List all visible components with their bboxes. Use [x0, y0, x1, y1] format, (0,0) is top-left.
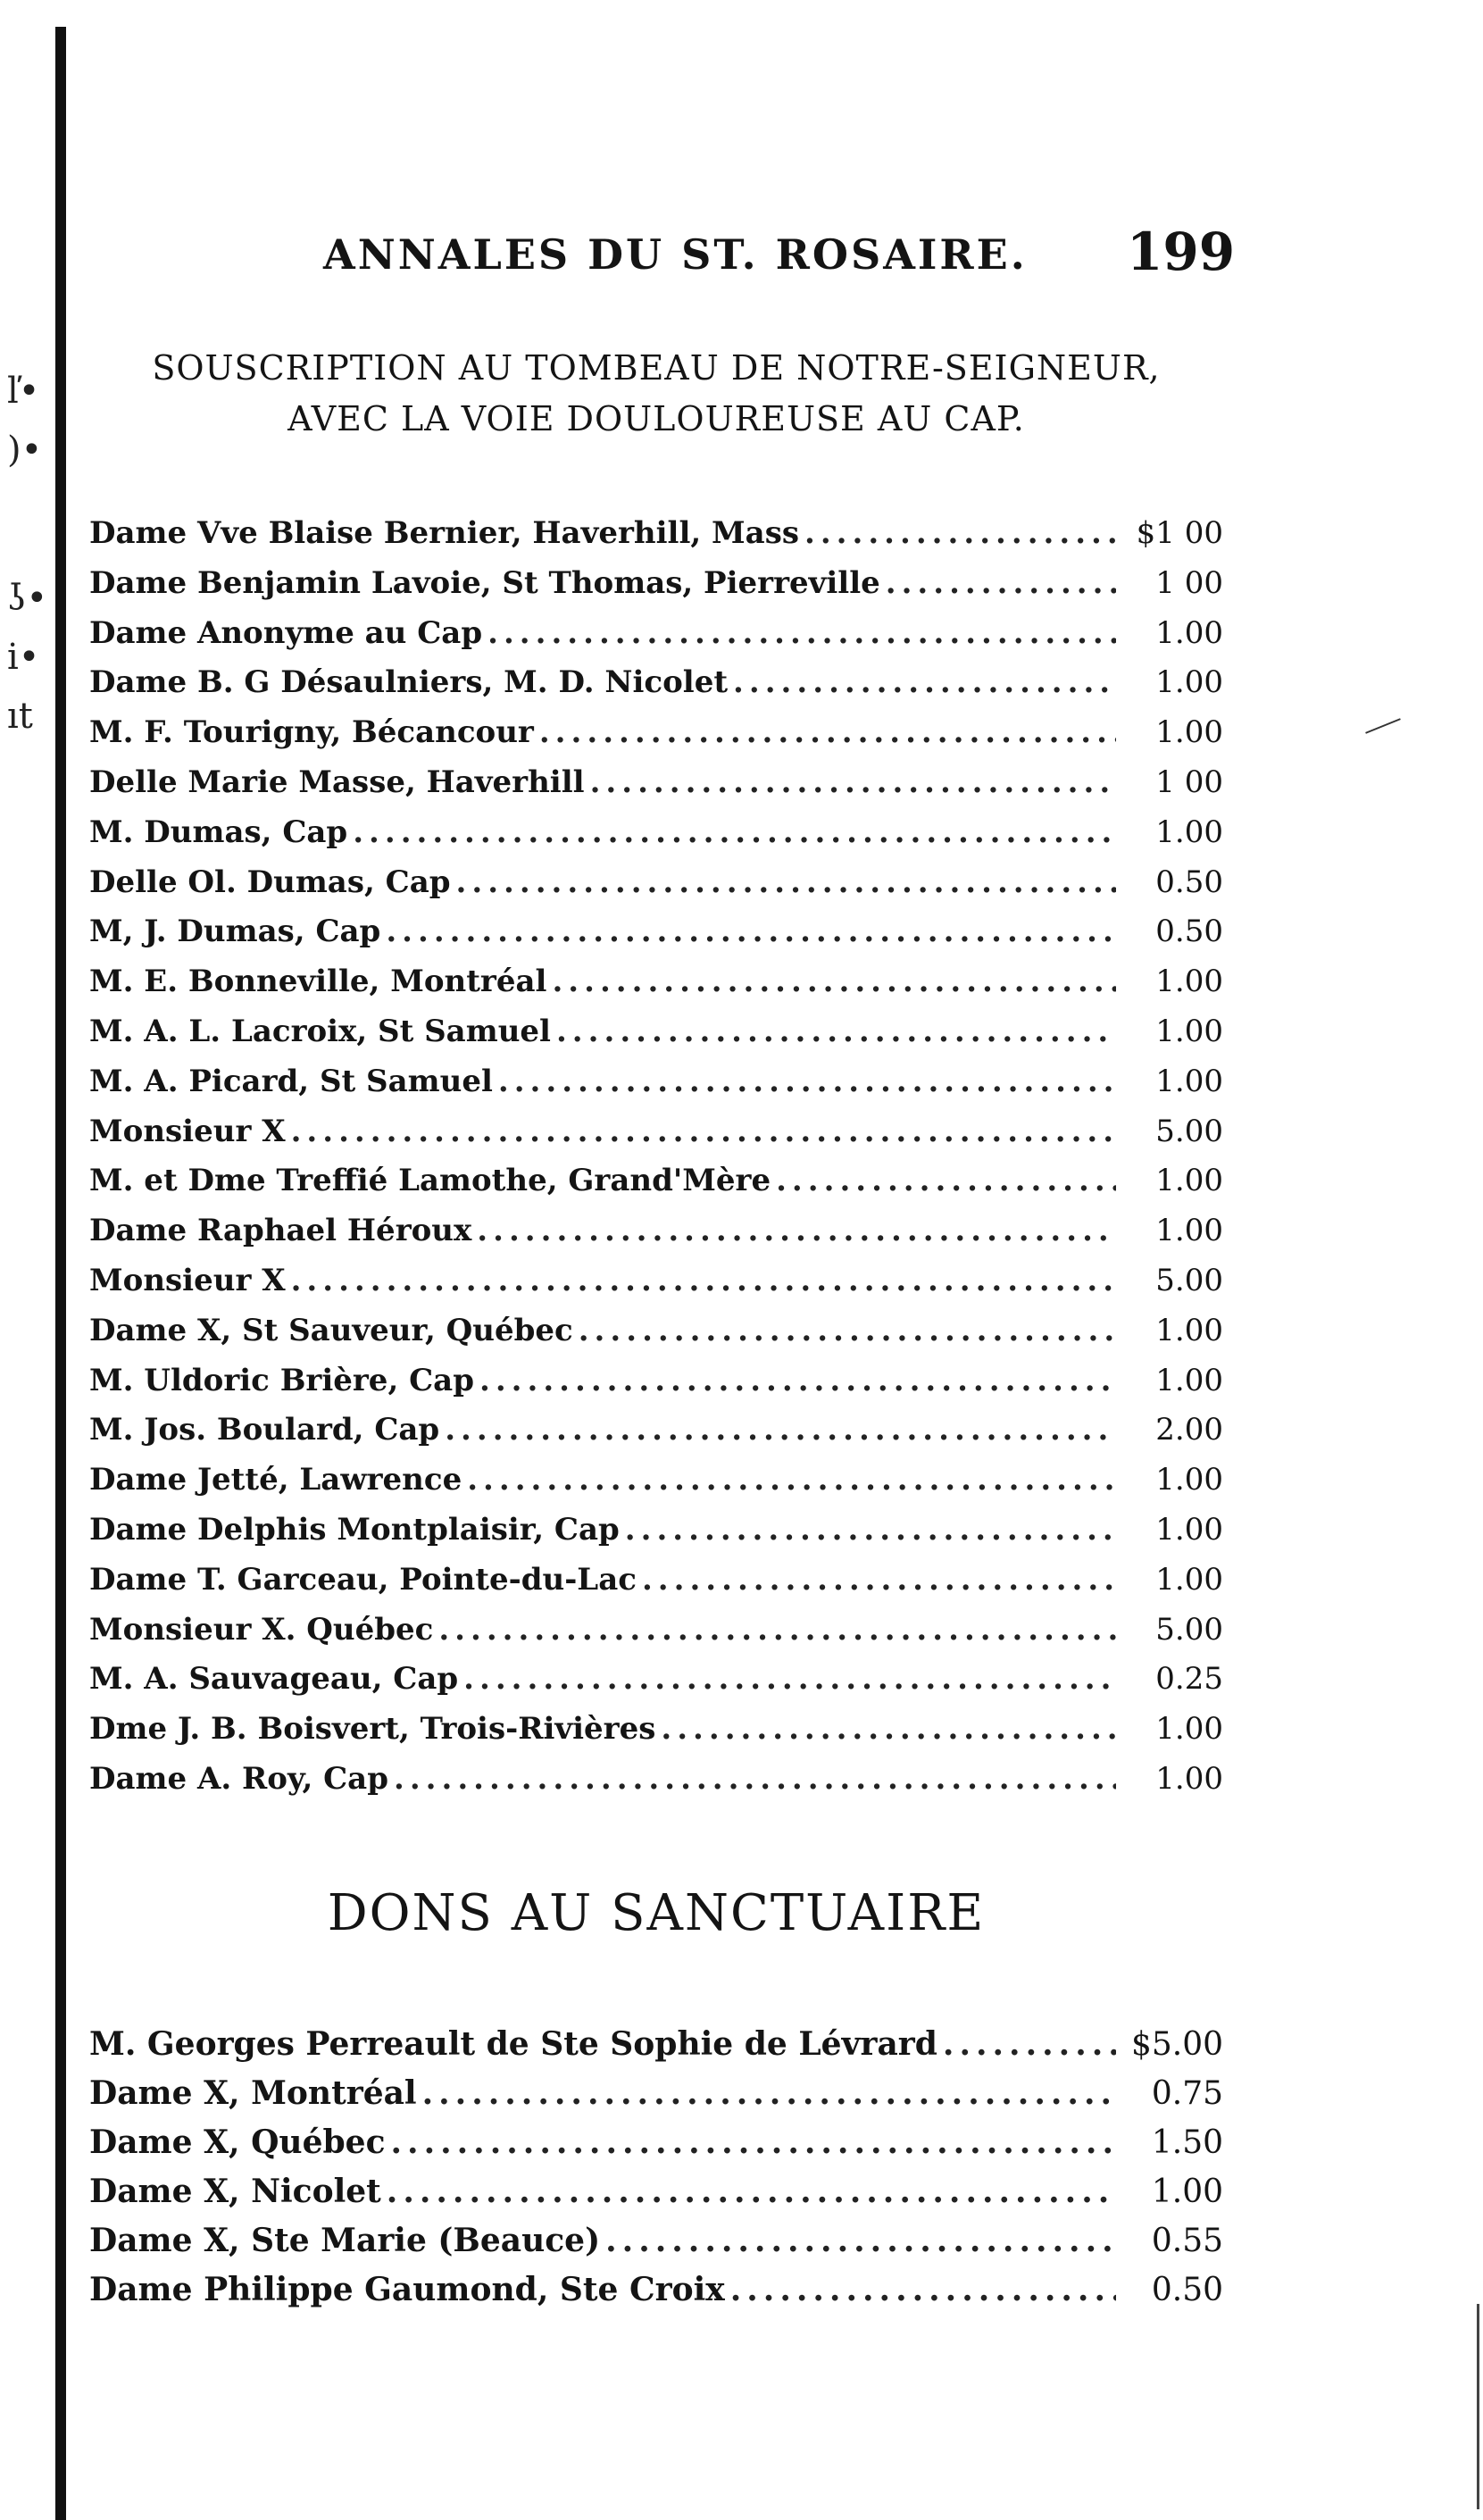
dot-leader	[573, 1306, 1116, 1356]
list-item	[89, 1356, 1223, 1406]
entry-amount: 1.00	[1155, 1561, 1223, 1598]
list-item	[89, 1057, 1223, 1107]
margin-mark: i•	[7, 637, 40, 678]
entry-name: Dame X, Ste Marie (Beauce)	[89, 2222, 601, 2259]
page-number: 199	[1127, 221, 1236, 282]
dot-leader	[451, 858, 1116, 908]
entry-name: Dame Vve Blaise Bernier, Haverhill, Mass	[89, 515, 799, 551]
entry-name: M. A. L. Lacroix, St Samuel	[89, 1013, 551, 1049]
list-item	[89, 2069, 1223, 2118]
entry-name: Dame Anonyme au Cap	[89, 614, 483, 651]
page-right-edge	[1477, 2304, 1479, 2509]
entry-name: Delle Marie Masse, Haverhill	[89, 764, 585, 800]
entry-name: M. E. Bonneville, Montréal	[89, 964, 547, 1000]
dot-leader	[655, 1705, 1116, 1755]
entry-name: Dame Philippe Gaumond, Ste Croix	[89, 2271, 725, 2308]
entry-name: M. A. Picard, St Samuel	[89, 1063, 493, 1099]
entry-amount: $5.00	[1130, 2026, 1223, 2063]
list-item	[89, 1506, 1223, 1556]
list-item	[89, 1007, 1223, 1057]
list-item	[89, 2118, 1223, 2167]
dot-leader	[799, 509, 1116, 559]
entry-name: Monsieur X	[89, 1113, 286, 1149]
list-item	[89, 1306, 1223, 1356]
list-item	[89, 957, 1223, 1007]
entry-amount: 1.00	[1155, 1213, 1223, 1249]
dot-leader	[386, 2118, 1116, 2167]
list-item	[89, 658, 1223, 708]
entry-amount: 1.00	[1155, 1362, 1223, 1398]
entry-name: M. Uldoric Brière, Cap	[89, 1362, 474, 1398]
subscription-title-line-1: SOUSCRIPTION AU TOMBEAU DE NOTRE-SEIGNEUR,	[152, 348, 1161, 388]
entry-amount: 5.00	[1155, 1113, 1223, 1149]
list-item	[89, 509, 1223, 559]
entry-amount: 1.00	[1155, 1163, 1223, 1199]
entry-name: Dame Delphis Montplaisir, Cap	[89, 1511, 620, 1548]
list-item	[89, 1606, 1223, 1656]
entry-amount: 1.00	[1155, 964, 1223, 1000]
list-item	[89, 1556, 1223, 1606]
margin-gap	[7, 480, 47, 569]
dot-leader	[381, 2167, 1116, 2216]
list-item	[89, 1655, 1223, 1705]
entry-amount: 1 00	[1155, 564, 1223, 601]
entry-amount: 0.50	[1151, 2272, 1223, 2308]
list-item	[89, 1256, 1223, 1306]
list-item	[89, 1406, 1223, 1456]
dot-leader	[620, 1506, 1116, 1556]
dot-leader	[462, 1456, 1116, 1506]
dot-leader	[482, 609, 1116, 659]
donations-title: DONS AU SANCTUAIRE	[327, 1884, 986, 1942]
entry-name: Dame B. G Désaulniers, M. D. Nicolet	[89, 664, 729, 701]
list-item	[89, 1156, 1223, 1206]
entry-name: Dame X, Québec	[89, 2124, 386, 2161]
entry-amount: 1.00	[1155, 1013, 1223, 1049]
entry-name: Dame X, Montréal	[89, 2074, 417, 2112]
list-item	[89, 2167, 1223, 2216]
entry-amount: 1.00	[1151, 2174, 1223, 2210]
dot-leader	[286, 1107, 1116, 1157]
entry-name: Monsieur X. Québec	[89, 1611, 434, 1648]
running-head: ANNALES DU ST. ROSAIRE.	[323, 230, 1028, 279]
entry-name: Dame X, Nicolet	[89, 2173, 381, 2210]
dot-leader	[551, 1007, 1116, 1057]
entry-amount: 1.00	[1155, 814, 1223, 850]
list-item	[89, 808, 1223, 858]
entry-name: M. Georges Perreault de Ste Sophie de Lévrard	[89, 2025, 937, 2063]
list-item	[89, 2020, 1223, 2069]
entry-amount: 0.50	[1155, 914, 1223, 950]
entry-amount: 0.25	[1155, 1661, 1223, 1698]
dot-leader	[880, 559, 1116, 609]
subscription-list	[89, 509, 1223, 1805]
subscription-title-line-2: AVEC LA VOIE DOULOUREUSE AU CAP.	[287, 399, 1025, 438]
margin-mark: )•	[7, 430, 43, 471]
list-item	[89, 1705, 1223, 1755]
entry-amount: 0.50	[1155, 864, 1223, 900]
list-item	[89, 1107, 1223, 1157]
entry-name: Dame Jetté, Lawrence	[89, 1462, 462, 1498]
entry-amount: 1.00	[1155, 1711, 1223, 1748]
margin-bleed-marks	[7, 362, 47, 746]
entry-amount: 5.00	[1155, 1262, 1223, 1298]
entry-name: M. Jos. Boulard, Cap	[89, 1412, 440, 1448]
entry-amount: 1 00	[1155, 764, 1223, 800]
entry-name: M. A. Sauvageau, Cap	[89, 1661, 459, 1698]
dot-leader	[534, 708, 1116, 758]
entry-amount: 0.55	[1151, 2223, 1223, 2259]
list-item	[89, 758, 1223, 808]
entry-amount: 1.50	[1151, 2124, 1223, 2161]
dot-leader	[439, 1406, 1116, 1456]
list-item	[89, 708, 1223, 758]
entry-name: M. F. Tourigny, Bécancour	[89, 714, 534, 751]
dot-leader	[458, 1655, 1116, 1705]
list-item	[89, 907, 1223, 957]
entry-name: Monsieur X	[89, 1262, 286, 1298]
entry-name: Dame T. Garceau, Pointe-du-Lac	[89, 1561, 637, 1598]
entry-amount: 1.00	[1155, 1462, 1223, 1498]
dot-leader	[937, 2020, 1116, 2069]
entry-amount: 1.00	[1155, 714, 1223, 751]
entry-amount: 1.00	[1155, 1312, 1223, 1348]
dot-leader	[600, 2216, 1116, 2265]
list-item	[89, 2265, 1223, 2315]
dot-leader	[585, 758, 1116, 808]
dot-leader	[546, 957, 1116, 1007]
list-item	[89, 1755, 1223, 1805]
dot-leader	[388, 1755, 1116, 1805]
entry-amount: 1.00	[1155, 1511, 1223, 1548]
dot-leader	[347, 808, 1116, 858]
entry-amount: 0.75	[1151, 2075, 1223, 2112]
margin-mark: ʖ•	[7, 578, 48, 619]
dot-leader	[771, 1156, 1116, 1206]
entry-name: M, J. Dumas, Cap	[89, 914, 381, 950]
margin-mark: ľ•	[7, 371, 40, 412]
entry-name: Dme J. B. Boisvert, Trois-Rivières	[89, 1711, 656, 1748]
entry-name: Dame X, St Sauveur, Québec	[89, 1312, 573, 1348]
entry-amount: 5.00	[1155, 1611, 1223, 1648]
entry-name: Dame A. Roy, Cap	[89, 1760, 388, 1797]
dot-leader	[380, 907, 1116, 957]
margin-mark: ıt	[7, 696, 33, 737]
scan-mark	[1365, 718, 1401, 734]
dot-leader	[417, 2069, 1116, 2118]
dot-leader	[493, 1057, 1116, 1107]
entry-amount: 2.00	[1155, 1412, 1223, 1448]
dot-leader	[474, 1356, 1116, 1406]
list-item	[89, 609, 1223, 659]
dot-leader	[637, 1556, 1116, 1606]
entry-amount: 1.00	[1155, 1760, 1223, 1797]
entry-name: Dame Benjamin Lavoie, St Thomas, Pierreville	[89, 564, 880, 601]
entry-amount: 1.00	[1155, 614, 1223, 651]
list-item	[89, 2216, 1223, 2265]
entry-name: Delle Ol. Dumas, Cap	[89, 864, 451, 900]
dot-leader	[725, 2265, 1116, 2315]
list-item	[89, 559, 1223, 609]
list-item	[89, 858, 1223, 908]
dot-leader	[728, 658, 1116, 708]
list-item	[89, 1456, 1223, 1506]
donations-list	[89, 2020, 1223, 2315]
entry-name: M. et Dme Treffié Lamothe, Grand'Mère	[89, 1163, 771, 1199]
dot-leader	[471, 1206, 1116, 1256]
dot-leader	[433, 1606, 1116, 1656]
entry-amount: 1.00	[1155, 664, 1223, 701]
entry-name: M. Dumas, Cap	[89, 814, 348, 850]
entry-amount: 1.00	[1155, 1063, 1223, 1099]
page-binding-edge	[55, 27, 66, 2520]
entry-amount: $1 00	[1136, 515, 1223, 551]
dot-leader	[286, 1256, 1116, 1306]
entry-name: Dame Raphael Héroux	[89, 1213, 472, 1249]
list-item	[89, 1206, 1223, 1256]
